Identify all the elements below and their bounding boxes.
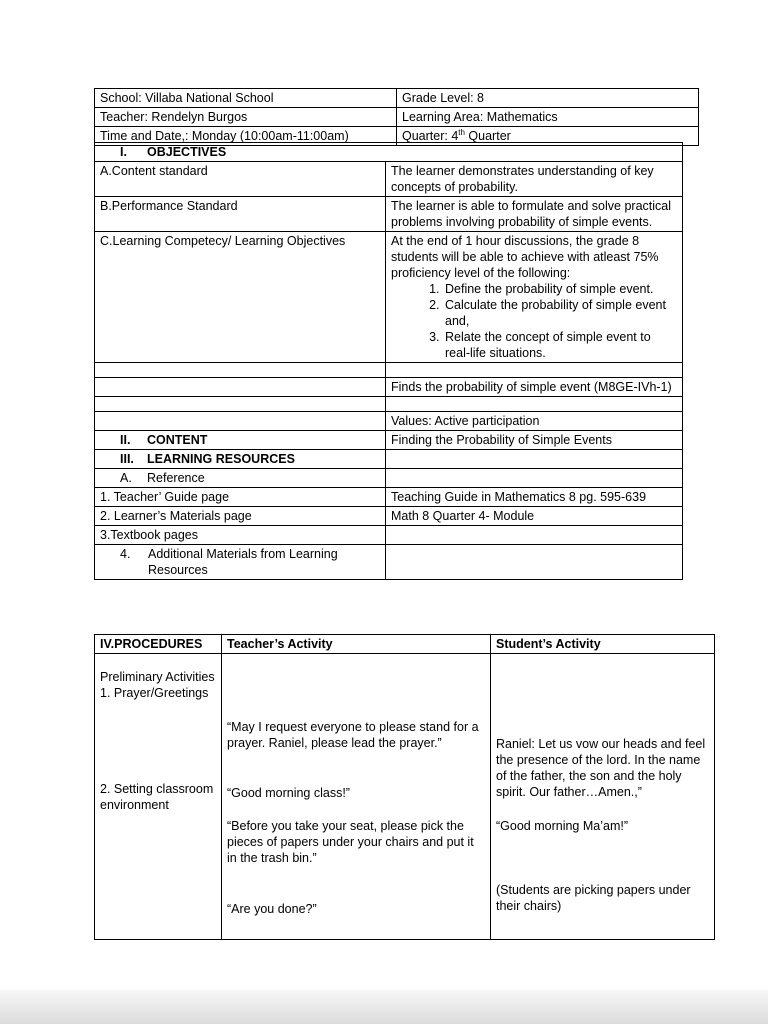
empty-text-cell — [386, 450, 683, 469]
procedures-left-cell — [95, 654, 222, 940]
empty-text-cell — [386, 469, 683, 488]
teacher-line: “Are you done?” — [227, 902, 317, 916]
content-text-cell: Finding the Probability of Simple Events — [386, 431, 683, 450]
performance-standard-label-cell: B.Performance Standard — [95, 197, 386, 232]
content-standard-text-cell: The learner demonstrates understanding of key concepts of probability. — [386, 162, 683, 197]
spacer-cell — [386, 397, 683, 412]
table-row — [95, 412, 683, 431]
resources-section-cell — [95, 450, 386, 469]
performance-standard-text-cell: The learner is able to formulate and solve practical problems involving probability of simple events. — [386, 197, 683, 232]
student-line: Raniel: Let us vow our heads and feel the presence of the lord. In the name of the father, the son and the holy spirit. Our father…Amen.,” — [496, 737, 706, 799]
section-title: LEARNING RESOURCES — [147, 452, 295, 466]
competency-label-cell: C.Learning Competecy/ Learning Objectives — [95, 232, 386, 363]
table-row — [95, 431, 683, 450]
table-row — [95, 526, 683, 545]
section-title: CONTENT — [147, 433, 208, 447]
teacher-guide-text-cell: Teaching Guide in Mathematics 8 pg. 595-639 — [386, 488, 683, 507]
objective-item: 3. Relate the concept of simple event to real-life situations. — [443, 329, 677, 361]
objective-item: 1. Define the probability of simple event. — [443, 281, 677, 297]
time-date-cell: Time and Date,: Monday (10:00am-11:00am) — [95, 127, 397, 146]
teacher-line: “Before you take your seat, please pick the pieces of papers under your chairs and put it in the trash bin.” — [227, 819, 474, 865]
learning-area-cell: Learning Area: Mathematics — [397, 108, 699, 127]
objectives-section-cell — [95, 143, 683, 162]
content-standard-label-cell: A.Content standard — [95, 162, 386, 197]
textbook-label-cell: 3.Textbook pages — [95, 526, 386, 545]
table-row — [95, 232, 683, 363]
quarter-text: Quarter: 4 — [402, 129, 459, 143]
spacer-cell — [95, 363, 386, 378]
viewer-page-gap — [0, 990, 768, 1024]
student-activity-cell — [491, 654, 715, 940]
table-row — [95, 545, 683, 580]
teacher-line: “Good morning class!” — [227, 786, 350, 800]
section-number: III. — [120, 452, 134, 466]
section-number: II. — [120, 433, 131, 447]
header-info-table — [94, 88, 699, 146]
quarter-text-suffix: Quarter — [464, 129, 511, 143]
procedures-header-cell: IV.PROCEDURES — [95, 635, 222, 654]
empty-text-cell — [386, 545, 683, 580]
section-title: OBJECTIVES — [147, 145, 227, 159]
additional-materials-label-cell — [95, 545, 386, 580]
empty-label-cell — [95, 412, 386, 431]
table-row — [95, 654, 715, 940]
procedures-table — [94, 634, 715, 940]
competency-text-cell — [386, 232, 683, 363]
table-row — [95, 378, 683, 397]
spacer-row — [95, 363, 683, 378]
content-section-cell — [95, 431, 386, 450]
table-row — [95, 108, 699, 127]
reference-label-cell — [95, 469, 386, 488]
competency-intro: At the end of 1 hour discussions, the grade 8 students will be able to achieve with atleast 75% proficiency level of the following: — [391, 234, 659, 280]
empty-label-cell — [95, 378, 386, 397]
table-row — [95, 507, 683, 526]
table-row — [95, 162, 683, 197]
spacer-cell — [95, 397, 386, 412]
objectives-table — [94, 142, 683, 580]
section-number: I. — [120, 145, 127, 159]
item-number: 4. — [120, 547, 131, 561]
student-activity-header-cell: Student’s Activity — [491, 635, 715, 654]
teacher-activity-cell — [222, 654, 491, 940]
preliminary-activities-label: Preliminary Activities — [100, 670, 215, 684]
reference-number: A. — [120, 471, 132, 485]
objectives-list — [391, 281, 677, 361]
table-header-row — [95, 635, 715, 654]
prayer-greetings-label: 1. Prayer/Greetings — [100, 686, 209, 700]
learner-materials-label-cell: 2. Learner’s Materials page — [95, 507, 386, 526]
student-line: (Students are picking papers under their chairs) — [496, 883, 691, 913]
table-row — [95, 469, 683, 488]
learner-materials-text-cell: Math 8 Quarter 4- Module — [386, 507, 683, 526]
empty-text-cell — [386, 526, 683, 545]
teacher-guide-label-cell: 1. Teacher’ Guide page — [95, 488, 386, 507]
student-line: “Good morning Ma’am!” — [496, 819, 628, 833]
competency-code-cell: Finds the probability of simple event (M8GE-IVh-1) — [386, 378, 683, 397]
item-label: Additional Materials from Learning Resources — [148, 547, 338, 577]
teacher-cell: Teacher: Rendelyn Burgos — [95, 108, 397, 127]
setting-classroom-label: 2. Setting classroom environment — [100, 782, 214, 812]
table-row — [95, 488, 683, 507]
school-cell: School: Villaba National School — [95, 89, 397, 108]
spacer-row — [95, 397, 683, 412]
reference-title: Reference — [147, 471, 205, 485]
table-row — [95, 89, 699, 108]
teacher-activity-header-cell: Teacher’s Activity — [222, 635, 491, 654]
values-cell: Values: Active participation — [386, 412, 683, 431]
teacher-line: “May I request everyone to please stand for a prayer. Raniel, please lead the prayer.” — [227, 720, 479, 750]
spacer-cell — [386, 363, 683, 378]
grade-level-cell: Grade Level: 8 — [397, 89, 699, 108]
quarter-ordinal: th — [458, 127, 465, 137]
table-row — [95, 197, 683, 232]
table-row — [95, 143, 683, 162]
table-row — [95, 450, 683, 469]
objective-item: 2. Calculate the probability of simple event and, — [443, 297, 677, 329]
